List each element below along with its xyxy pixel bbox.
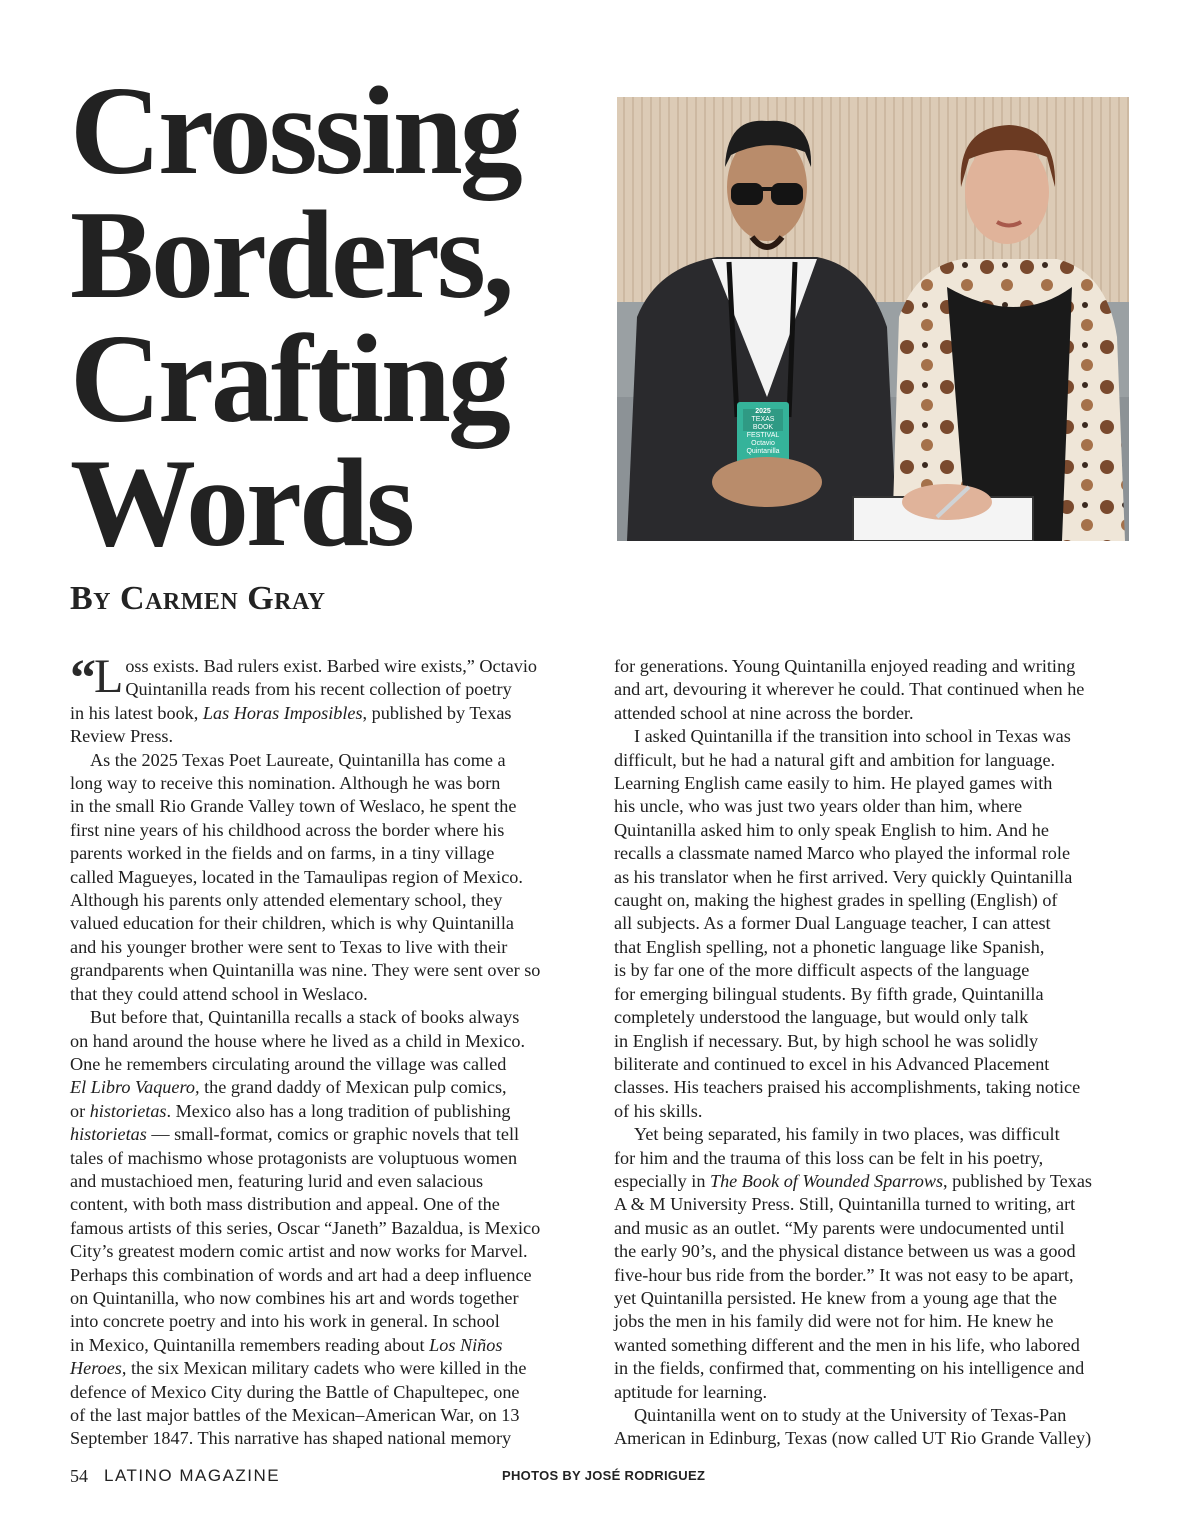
text-run: — small-format, comics or graphic novels that tell xyxy=(146,1124,520,1145)
text-line: and music as an outlet. “My parents were undocumented until xyxy=(614,1217,1065,1238)
byline: By Carmen Gray xyxy=(70,580,326,617)
text-line: oss exists. Bad rulers exist. Barbed wire exists,” Octavio xyxy=(125,656,537,676)
badge-text: FESTIVAL xyxy=(746,432,780,439)
badge-year: 20 xyxy=(755,408,763,415)
article-paragraph xyxy=(70,749,582,1006)
badge-year: 25 xyxy=(763,408,771,415)
drop-cap-letter: L xyxy=(94,650,124,703)
text-line: biliterate and continued to excel in his Advanced Placement xyxy=(614,1053,1050,1074)
badge-text: TEXAS xyxy=(751,416,775,423)
text-line: aptitude for learning. xyxy=(614,1381,768,1402)
publication-title: El Libro Vaquero, xyxy=(70,1077,200,1098)
text-line: in English if necessary. But, by high school he was solidly xyxy=(614,1030,1039,1051)
text-line: tales of machismo whose protagonists are voluptuous women xyxy=(70,1147,518,1168)
text-line: and his younger brother were sent to Texas to live with their xyxy=(70,936,508,957)
text-line: Although his parents only attended elementary school, they xyxy=(70,890,503,911)
text-line: famous artists of this series, Oscar “Janeth” Bazaldua, is Mexico xyxy=(70,1217,541,1238)
article-photo xyxy=(617,97,1129,541)
article-paragraph xyxy=(70,1006,582,1451)
text-line: Review Press. xyxy=(70,726,174,747)
text-line: Quintanilla went on to study at the University of Texas-Pan xyxy=(634,1405,1067,1425)
text-line: and mustachioed men, featuring lurid and even salacious xyxy=(70,1170,484,1191)
text-line: on hand around the house where he lived as a child in Mexico. xyxy=(70,1030,526,1051)
text-line: Perhaps this combination of words and art had a deep influence xyxy=(70,1264,532,1285)
book-title: Las Horas Imposibles xyxy=(202,702,363,723)
text-line: called Magueyes, located in the Tamaulipas region of Mexico. xyxy=(70,866,523,887)
badge-name: Octavio xyxy=(751,440,775,447)
text-line: defence of Mexico City during the Battle of Chapultepec, one xyxy=(70,1381,520,1402)
text-run: or xyxy=(70,1100,90,1121)
text-line: the early 90’s, and the physical distance between us was a good xyxy=(614,1241,1076,1262)
italic-term: Heroes xyxy=(70,1358,122,1379)
text-line: as his translator when he first arrived. Very quickly Quintanilla xyxy=(614,866,1073,887)
text-line xyxy=(70,1334,582,1357)
text-line: for emerging bilingual students. By fifth grade, Quintanilla xyxy=(614,983,1044,1004)
badge-text: BOOK xyxy=(752,424,774,431)
text-line: I asked Quintanilla if the transition into school in Texas was xyxy=(634,726,1071,747)
text-line: attended school at nine across the border. xyxy=(614,702,914,723)
text-line: caught on, making the highest grades in spelling (English) of xyxy=(614,890,1058,911)
text-line xyxy=(70,702,582,725)
article-paragraph xyxy=(70,650,582,749)
text-line: yet Quintanilla persisted. He knew from a young age that the xyxy=(614,1287,1057,1308)
text-line: for him and the trauma of this loss can be felt in his poetry, xyxy=(614,1147,1044,1168)
text-line: American in Edinburg, Texas (now called UT Rio Grande Valley) xyxy=(614,1428,1092,1449)
article-paragraph xyxy=(614,725,1134,1123)
text-line: Learning English came easily to him. He played games with xyxy=(614,773,1053,794)
text-line: for generations. Young Quintanilla enjoyed reading and writing xyxy=(614,656,1076,676)
drop-cap-quote: “ xyxy=(70,650,92,707)
text-line: on Quintanilla, who now combines his art and words together xyxy=(70,1287,519,1308)
text-line: content, with both mass distribution and appeal. One of the xyxy=(70,1194,500,1215)
page-number: 54 xyxy=(70,1466,88,1486)
text-line: valued education for their children, which is why Quintanilla xyxy=(70,913,514,934)
photo-illustration xyxy=(617,97,1129,541)
text-line: One he remembers circulating around the village was called xyxy=(70,1053,507,1074)
text-line: Quintanilla asked him to only speak English to him. And he xyxy=(614,819,1049,840)
headline-line: Crafting xyxy=(70,310,508,449)
text-line: in the fields, confirmed that, commenting on his intelligence and xyxy=(614,1358,1085,1379)
text-line: Quintanilla reads from his recent collection of poetry xyxy=(125,679,512,700)
text-line: classes. His teachers praised his accomplishments, taking notice xyxy=(614,1077,1081,1098)
italic-term: historietas xyxy=(89,1100,167,1121)
text-line: Yet being separated, his family in two places, was difficult xyxy=(634,1124,1060,1145)
headline-line: Borders, xyxy=(70,186,512,325)
text-line: his uncle, who was just two years older than him, where xyxy=(614,796,1023,817)
text-line xyxy=(70,1100,582,1123)
text-line: parents worked in the fields and on farms, in a tiny village xyxy=(70,843,495,864)
article-paragraph xyxy=(614,655,1134,725)
text-line: But before that, Quintanilla recalls a stack of books always xyxy=(90,1007,520,1028)
article-column-right xyxy=(614,655,1134,1455)
book-title: The Book of Wounded Sparrows xyxy=(709,1170,944,1191)
text-line: recalls a classmate named Marco who played the informal role xyxy=(614,843,1071,864)
text-run: in his latest book, xyxy=(70,702,203,723)
text-run: in Mexico, Quintanilla remembers reading about xyxy=(70,1334,430,1355)
italic-term: Los Niños xyxy=(429,1334,503,1355)
text-line: wanted something different and the men in his life, who labored xyxy=(614,1334,1080,1355)
text-line: that they could attend school in Weslaco. xyxy=(70,983,368,1004)
text-line: that English spelling, not a phonetic language like Spanish, xyxy=(614,936,1045,957)
magazine-name: LATINO MAGAZINE xyxy=(104,1466,281,1485)
text-line xyxy=(70,1123,582,1146)
headline-line: Crossing xyxy=(70,62,520,201)
text-line: City’s greatest modern comic artist and now works for Marvel. xyxy=(70,1241,528,1262)
text-run: especially in xyxy=(614,1170,710,1191)
text-line: is by far one of the more difficult aspects of the language xyxy=(614,960,1030,981)
text-line xyxy=(70,1357,582,1380)
text-line: difficult, but he had a natural gift and ambition for language. xyxy=(614,749,1056,770)
text-line: into concrete poetry and into his work in general. In school xyxy=(70,1311,500,1332)
text-line: in the small Rio Grande Valley town of Weslaco, he spent the xyxy=(70,796,517,817)
text-line: five-hour bus ride from the border.” It was not easy to be apart, xyxy=(614,1264,1074,1285)
text-line: A & M University Press. Still, Quintanilla turned to writing, art xyxy=(614,1194,1076,1215)
text-run: , published by Texas xyxy=(362,702,512,723)
text-run: , published by Texas xyxy=(943,1170,1092,1191)
article-headline xyxy=(70,62,590,573)
article-paragraph xyxy=(614,1404,1134,1451)
text-run: , the six Mexican military cadets who were killed in the xyxy=(121,1358,527,1379)
text-line: first nine years of his childhood across the border where his xyxy=(70,819,505,840)
text-line: As the 2025 Texas Poet Laureate, Quintanilla has come a xyxy=(90,749,506,770)
text-run: . Mexico also has a long tradition of publishing xyxy=(166,1100,511,1121)
text-run: the grand daddy of Mexican pulp comics, xyxy=(199,1077,507,1098)
text-line: grandparents when Quintanilla was nine. They were sent over so xyxy=(70,960,541,981)
photo-credit: PHOTOS BY JOSÉ RODRIGUEZ xyxy=(502,1468,706,1483)
article-paragraph xyxy=(614,1123,1134,1404)
headline-line: Words xyxy=(70,434,413,573)
conference-badge xyxy=(737,402,789,468)
text-line: long way to receive this nomination. Although he was born xyxy=(70,773,501,794)
text-line: jobs the men in his family did were not for him. He knew he xyxy=(614,1311,1054,1332)
text-line xyxy=(614,1170,1134,1193)
text-line xyxy=(70,1076,582,1099)
article-column-left xyxy=(70,650,582,1455)
italic-term: historietas xyxy=(70,1124,147,1145)
text-line: and art, devouring it wherever he could. That continued when he xyxy=(614,679,1085,700)
badge-name: Quintanilla xyxy=(746,448,780,455)
text-line: completely understood the language, but would only talk xyxy=(614,1007,1029,1028)
text-line: all subjects. As a former Dual Language teacher, I can attest xyxy=(614,913,1051,934)
text-line: of the last major battles of the Mexican–American War, on 13 xyxy=(70,1405,520,1425)
text-line: September 1847. This narrative has shaped national memory xyxy=(70,1428,512,1449)
text-line: of his skills. xyxy=(614,1100,703,1121)
